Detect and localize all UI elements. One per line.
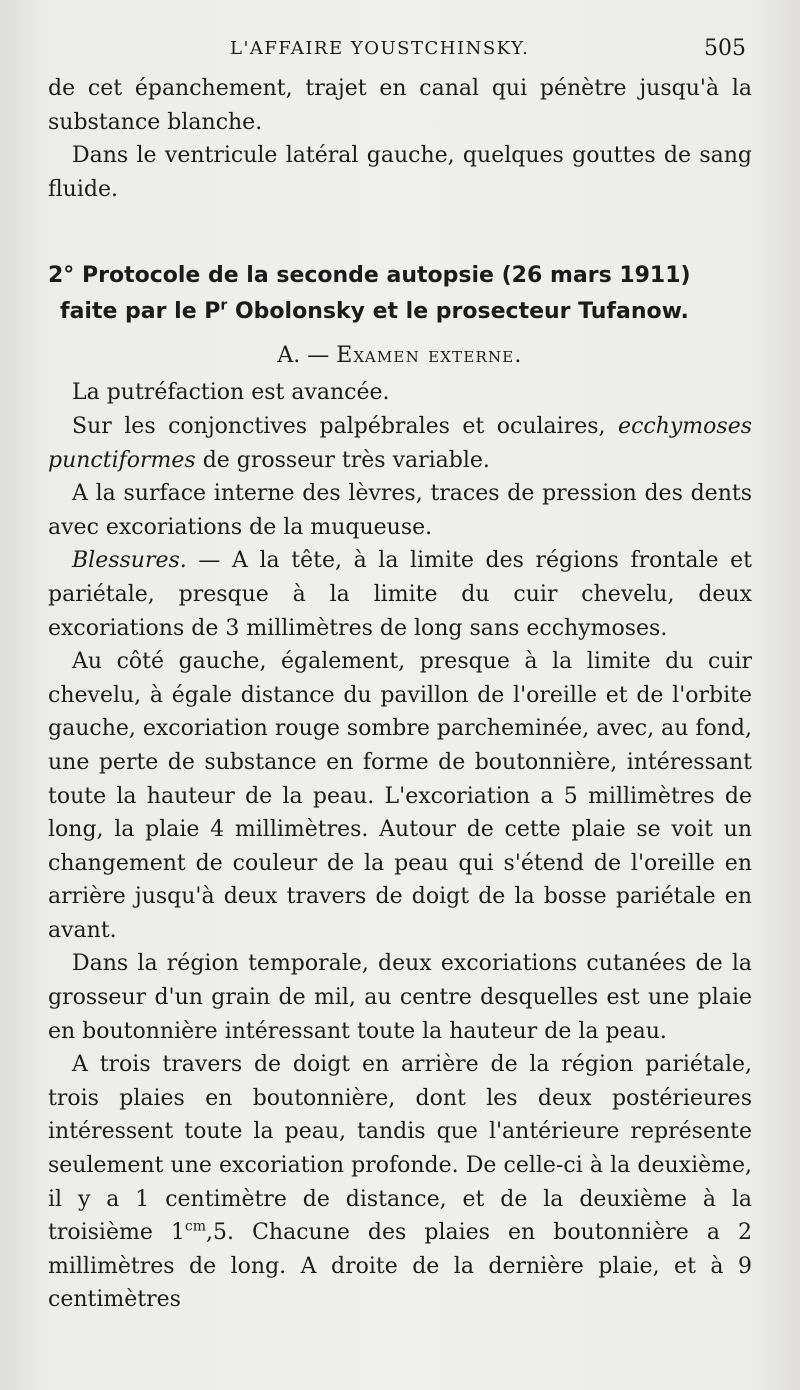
page-header — [48, 34, 752, 72]
paragraph-continued: de cet épanchement, trajet en canal qui pénètre jusqu'à la substance blanche. — [48, 76, 752, 135]
section-heading — [48, 258, 752, 330]
page-number: 505 — [704, 36, 746, 61]
paragraph-left-side: Au côté gauche, également, presque à la limite du cuir chevelu, à égale distance du pavillon de l'oreille et de l'orbite gauche, excoriation rouge sombre parcheminée, avec, au fond, une perte de substance en forme de boutonnière, intéressant toute la hauteur de la peau. L'excoriation a 5 millimètres de long, la plaie 4 millimètres. Autour de cette plaie se voit un changement de couleur de la peau qui s'étend de l'oreille en arrière jusqu'à deux travers de doigt de la bosse pariétale en avant. — [48, 649, 752, 943]
subheading-external-exam — [48, 340, 752, 372]
subheading-letter: A. — — [277, 343, 330, 369]
section-title-line1: Protocole de la seconde autopsie (26 mars 1911) — [81, 263, 691, 289]
paragraph-parietal: A trois travers de doigt en arrière de la région pariétale, trois plaies en boutonnière, dont les deux postérieures intéressent toute la peau, tandis que l'antérieure représente seulement une excoriation profonde. De celle-ci à la deuxième, il y a 1 centimètre de distance, et de la deuxième à la troisième $1^{cm},5$. Chacune des plaies en boutonnière a 2 millimètres de long. A droite de la dernière plaie, et à 9 centimètres — [48, 1052, 752, 1313]
paragraph-temporal: Dans la région temporale, deux excoriations cutanées de la grosseur d'un grain de mil, au centre desquelles est une plaie en boutonnière intéressant toute la hauteur de la peau. — [48, 951, 752, 1044]
section-number: 2° — [48, 263, 75, 289]
section-heading-line1 — [48, 258, 752, 294]
subheading-text: Examen externe. — [336, 343, 523, 369]
paragraph-ventricle: Dans le ventricule latéral gauche, quelques gouttes de sang fluide. — [48, 143, 752, 202]
running-title: L'AFFAIRE YOUSTCHINSKY. — [230, 38, 530, 59]
section-heading-line2: faite par le $P^r$ Obolonsky et le prosecteur Tufanow. — [60, 298, 689, 325]
page-body — [48, 72, 752, 1317]
paragraph-lips: A la surface interne des lèvres, traces de pression des dents avec excoriations de la muqueuse. — [48, 481, 752, 540]
paragraph-putrefaction: La putréfaction est avancée. — [72, 380, 390, 406]
paragraph-wounds: Blessures. — A la tête, à la limite des régions frontale et pariétale, presque à la limite du cuir chevelu, deux excoriations de 3 millimètres de long sans ecchymoses. — [48, 548, 752, 641]
paragraph-conjunctiva: Sur les conjonctives palpébrales et oculaires, ecchymoses punctiformes de grosseur très variable. — [48, 413, 753, 473]
